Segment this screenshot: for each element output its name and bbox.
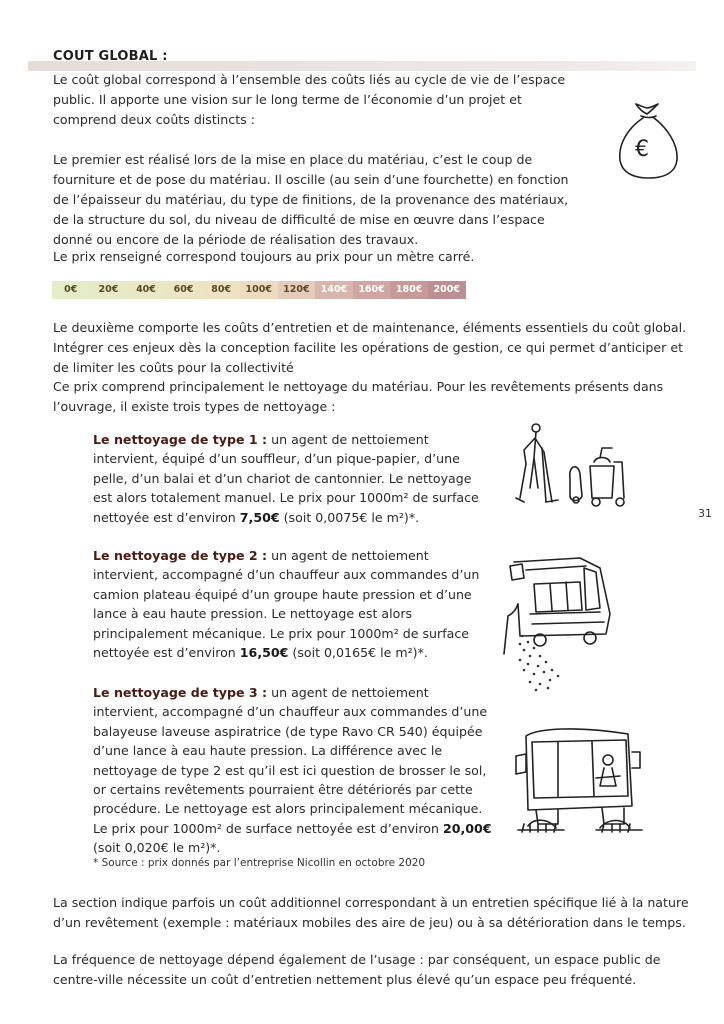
price-scale-segment: 60€: [165, 281, 203, 299]
cleaning-type-3-price: 20,00€: [442, 820, 492, 836]
cleaning-type-2-text: un agent de nettoiement intervient, accompagné d’un chauffeur aux commandes d’un camion plateau équipé d’un groupe haute pression et d’une lance à eau haute pression. Le nettoyage est alors principalement mécanique. Le prix pour 1000m² de surface nettoyée est d’environ: [93, 548, 480, 661]
cleaning-type-3-price-detail: (soit 0,020€ le m²)*.: [93, 840, 221, 856]
money-bag-icon: [610, 96, 684, 182]
price-scale-segment: 160€: [353, 281, 391, 299]
cleaning-type-3-title: Le nettoyage de type 3 :: [93, 685, 268, 700]
cleaning-intro: Ce prix comprend principalement le nettoyage du matériau. Pour les revêtements présents dans l’ouvrage, il existe trois types de nettoyage :: [53, 379, 664, 414]
price-scale-segment: 0€: [52, 281, 90, 299]
cleaning-type-3-text: un agent de nettoiement intervient, accompagné d’un chauffeur aux commandes d’une balayeuse laveuse aspiratrice (de type Ravo CR 540) équipée d’une lance à eau haute pression. La différence avec le nettoyage de type 2 est qu’il est ici question de brosser le sol, or certains revêtements pourraient être détériorés par cette procédure. Le nettoyage est alors principalement mécanique. Le prix pour 1000m² de surface nettoyée est d’environ: [93, 685, 488, 836]
sweeper-vehicle-illustration: [508, 716, 648, 840]
pressure-truck-illustration: [500, 544, 640, 694]
price-scale-segment: 100€: [240, 281, 278, 299]
section-title: COUT GLOBAL :: [53, 49, 168, 64]
cleaning-type-2-price-detail: (soit 0,0165€ le m²)*.: [288, 645, 428, 661]
euro-symbol: €: [635, 137, 649, 162]
price-scale-segment: 120€: [278, 281, 316, 299]
cleaning-type-1: [93, 430, 493, 527]
price-scale-segment: 80€: [202, 281, 240, 299]
price-scale-bar: [52, 281, 466, 299]
street-cleaner-illustration: [508, 418, 638, 510]
cleaning-type-1-text: un agent de nettoiement intervient, équipé d’un souffleur, d’un pique-papier, d’une pelle, d’un balai et d’un chariot de cantonnier. Le nettoyage est alors totalement manuel. Le prix pour 1000m² de surface nettoyée est d’environ: [93, 432, 479, 525]
intro-paragraph: Le coût global correspond à l’ensemble des coûts liés au cycle de vie de l’espace public. Il apporte une vision sur le long terme de l’économie d’un projet et comprend deux coûts distincts :: [53, 72, 566, 127]
second-cost-paragraph: Le deuxième comporte les coûts d’entretien et de maintenance, éléments essentiels du coût global. Intégrer ces enjeux dès la conception facilite les opérations de gestion, ce qui permet d’anticiper et de limiter les coûts pour la collectivité: [53, 320, 687, 375]
first-cost-paragraph: Le premier est réalisé lors de la mise en place du matériau, c’est le coup de fourniture et de pose du matériau. Il oscille (au sein d’une fourchette) en fonction de l’épaisseur du matériau, du type de finitions, de la provenance des matériaux, de la structure du sol, du niveau de difficulté de mise en œuvre dans l’espace donné ou encore de la période de réalisation des travaux.: [53, 152, 569, 247]
price-scale-segment: 40€: [127, 281, 165, 299]
cleaning-type-1-price: 7,50€: [239, 509, 280, 525]
frequency-paragraph: La fréquence de nettoyage dépend également de l’usage : par conséquent, un espace public de centre-ville nécessite un coût d’entretien nettement plus élevé qu’un espace peu fréquenté.: [53, 952, 661, 987]
cleaning-type-2: [93, 546, 493, 662]
cleaning-type-1-title: Le nettoyage de type 1 :: [93, 432, 268, 447]
cleaning-type-1-price-detail: (soit 0,0075€ le m²)*.: [279, 509, 420, 525]
price-scale-segment: 140€: [315, 281, 353, 299]
cleaning-type-2-price: 16,50€: [239, 645, 289, 661]
price-scale-segment: 180€: [390, 281, 428, 299]
price-source-note: * Source : prix donnés par l’entreprise Nicollin en octobre 2020: [93, 857, 426, 869]
additional-cost-paragraph: La section indique parfois un coût additionnel correspondant à un entretien spécifique lié à la nature d’un revêtement (exemple : matériaux mobiles des aire de jeu) ou à sa détérioration dans le temps.: [53, 895, 689, 930]
price-scale-segment: 20€: [90, 281, 128, 299]
page-number: 31: [698, 507, 712, 520]
price-note: Le prix renseigné correspond toujours au prix pour un mètre carré.: [53, 249, 475, 264]
price-scale-segment: 200€: [428, 281, 466, 299]
cleaning-type-3: [93, 683, 493, 858]
cleaning-type-2-title: Le nettoyage de type 2 :: [93, 548, 268, 563]
